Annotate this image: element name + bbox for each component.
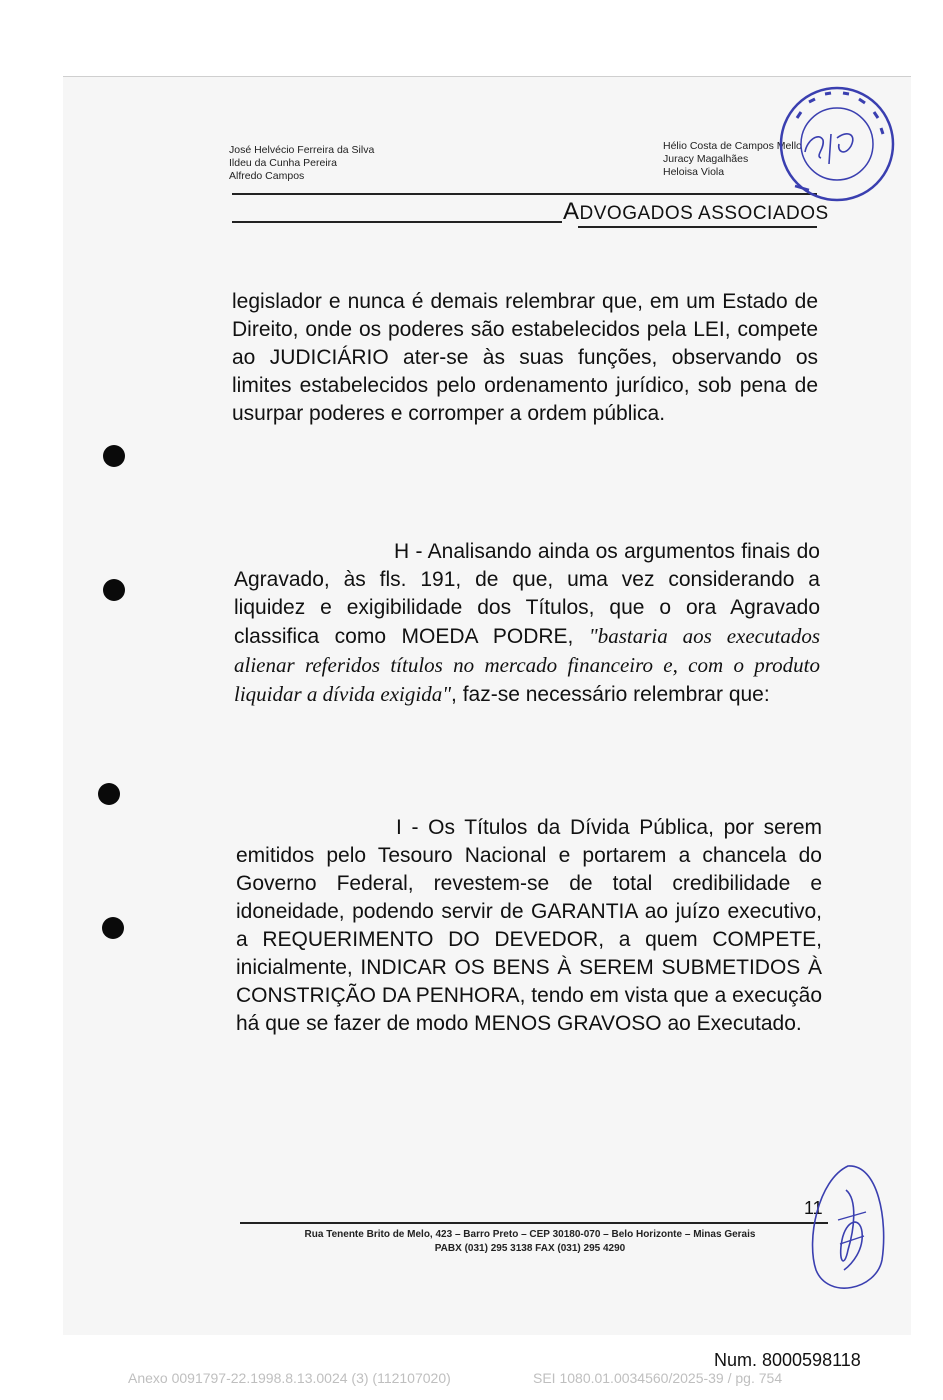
footer-rule xyxy=(240,1222,828,1224)
partner-name: Alfredo Campos xyxy=(229,170,305,182)
punch-hole xyxy=(103,579,125,601)
footer-phones: PABX (031) 295 3138 FAX (031) 295 4290 xyxy=(434,1243,626,1254)
partners-left xyxy=(229,144,374,183)
paragraph-h: H - Analisando ainda os argumentos finais do Agravado, às fls. 191, de que, uma vez considerando a liquidez e exigibilidade dos Títulos, que o ora Agravado classifica como MOEDA PODRE, "bastaria aos executados alienar referidos títulos no mercado financeiro e, com o produto liquidar a dívida exigida", faz-se necessário relembrar que: xyxy=(234,540,821,706)
sei-reference: SEI 1080.01.0034560/2025-39 / pg. 754 xyxy=(533,1370,783,1386)
page-number: 11 xyxy=(804,1198,823,1218)
paragraph-1: legislador e nunca é demais relembrar que, em um Estado de Direito, onde os poderes são estabelecidos pela LEI, compete ao JUDICIÁRIO ater-se às suas funções, observando os limites estabelecidos pelo ordenamento jurídico, sob pena de usurpar poderes e corromper a ordem pública. xyxy=(232,290,818,425)
partner-name: Ildeu da Cunha Pereira xyxy=(229,157,337,169)
header-rule-left xyxy=(232,221,562,223)
partner-name: José Helvécio Ferreira da Silva xyxy=(229,144,375,156)
footer-address: Rua Tenente Brito de Melo, 423 – Barro Preto – CEP 30180-070 – Belo Horizonte – Minas Gerais xyxy=(304,1229,756,1240)
firm-name: ADVOGADOS ASSOCIADOS xyxy=(563,198,829,225)
punch-hole xyxy=(102,917,124,939)
quoted-text: "bastaria aos executados alienar referidos títulos no mercado financeiro e, com o produto liquidar a dívida exigida" xyxy=(234,624,821,706)
partner-name: Hélio Costa de Campos Mello xyxy=(663,140,802,152)
partner-name: Juracy Magalhães xyxy=(663,153,749,165)
punch-hole xyxy=(103,445,125,467)
header-rule-top xyxy=(232,193,817,195)
court-stamp-icon xyxy=(775,82,899,206)
punch-hole xyxy=(98,783,120,805)
signature-icon xyxy=(808,1160,888,1300)
paragraph-i: I - Os Títulos da Dívida Pública, por serem emitidos pelo Tesouro Nacional e portarem a chancela do Governo Federal, revestem-se de total credibilidade e idoneidade, podendo servir de GARANTIA ao juízo executivo, a REQUERIMENTO DO DEVEDOR, a quem COMPETE, inicialmente, INDICAR OS BENS À SEREM SUBMETIDOS À CONSTRIÇÃO DA PENHORA, tendo em vista que a execução há que se fazer de modo MENOS GRAVOSO ao Executado. xyxy=(236,816,822,1035)
partner-name: Heloisa Viola xyxy=(663,166,725,178)
annex-reference: Anexo 0091797-22.1998.8.13.0024 (3) (112107020) xyxy=(128,1370,451,1386)
header-rule-right xyxy=(578,226,817,228)
document-number: Num. 8000598118 xyxy=(714,1350,861,1370)
